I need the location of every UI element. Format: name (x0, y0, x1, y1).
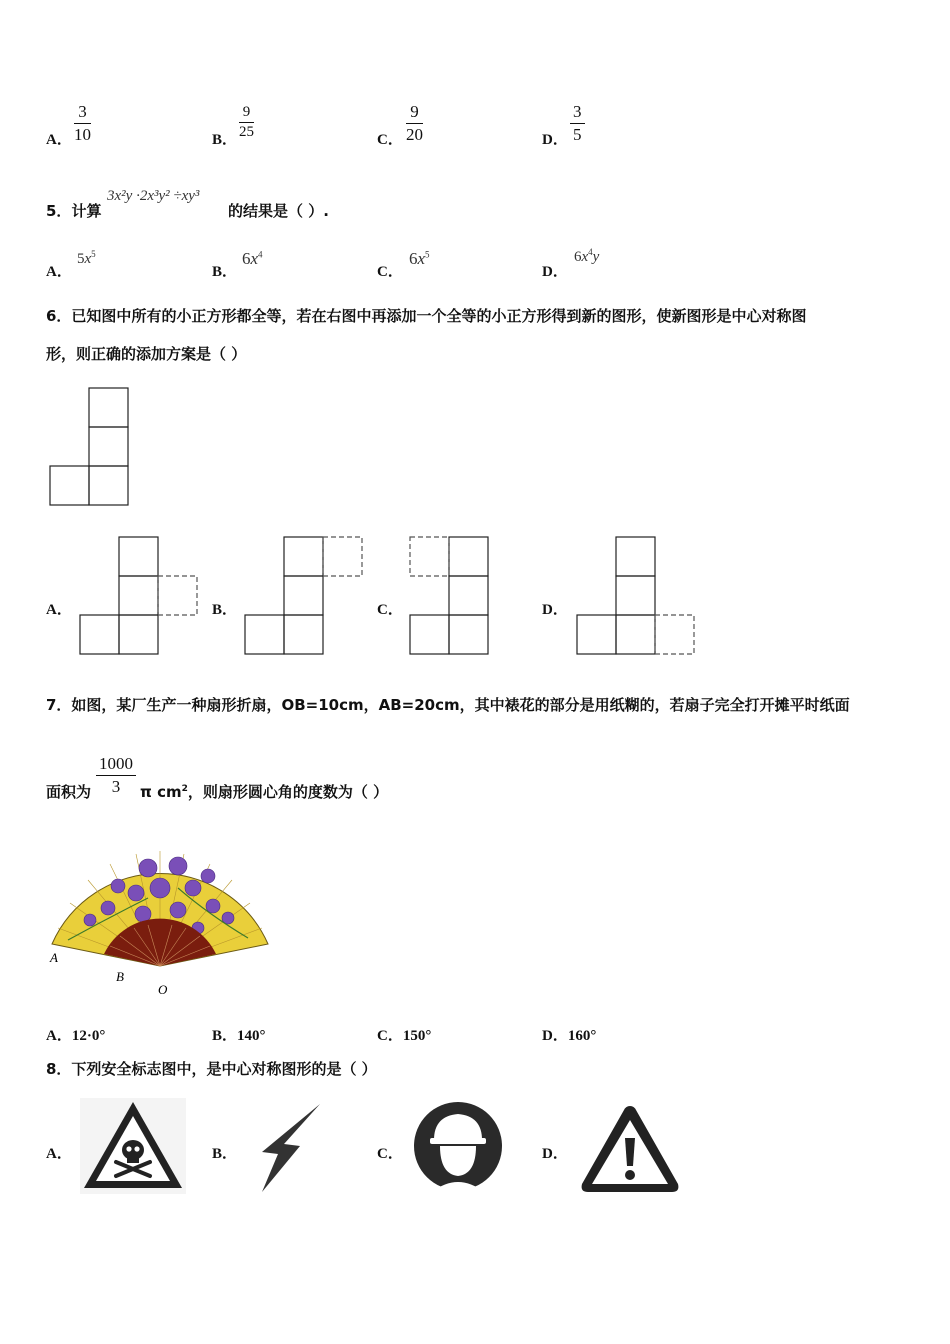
q6-option-b-letter[interactable]: B． (212, 602, 238, 618)
option-letter: D． (542, 264, 568, 280)
q6-option-d-figure[interactable] (575, 536, 697, 658)
question-tail: 的结果是（ ）. (228, 202, 329, 220)
option-expr: $5x^5$ (77, 249, 96, 267)
question-lead: 面积为 (46, 783, 92, 801)
option-letter: D． (542, 132, 568, 148)
toxic-warning-icon[interactable] (80, 1098, 186, 1194)
q6-option-a-figure[interactable] (78, 536, 200, 658)
denominator: 20 (406, 125, 423, 144)
expression: 3x²y ·2x³y² ÷xy³ (107, 188, 200, 204)
q8-option-c-letter[interactable]: C． (377, 1146, 403, 1162)
question-tail: π $cm^2$，则扇形圆心角的度数为（ ） (140, 783, 389, 801)
option-text: C．150° (377, 1028, 432, 1044)
option-letter: C． (377, 264, 403, 280)
denominator: 5 (573, 125, 582, 144)
q6-option-d-letter[interactable]: D． (542, 602, 568, 618)
option-expr: $6x^4$ (242, 249, 263, 268)
fraction (406, 102, 423, 145)
option-text: A．12·0° (46, 1028, 106, 1044)
label-o: O (158, 982, 168, 997)
q6-option-a-letter[interactable]: A． (46, 602, 72, 618)
area-fraction (96, 754, 136, 797)
numerator: 9 (406, 102, 423, 124)
q6-option-c-figure[interactable] (408, 536, 530, 658)
denominator: 3 (111, 777, 121, 796)
fraction (239, 104, 254, 141)
q8-option-d-letter[interactable]: D． (542, 1146, 568, 1162)
option-letter: A． (46, 264, 72, 280)
question-number: 5．计算 (46, 202, 102, 220)
option-letter: A． (46, 132, 72, 148)
lightning-bolt-icon[interactable] (256, 1100, 326, 1196)
option-text: D．160° (542, 1028, 597, 1044)
denominator: 10 (74, 125, 91, 144)
option-expr: $6x^5$ (409, 249, 430, 268)
label-a: A (50, 950, 58, 965)
fraction (570, 102, 585, 145)
hard-hat-icon[interactable] (412, 1100, 504, 1192)
label-b: B (116, 969, 124, 984)
question-text-line2: 形，则正确的添加方案是（ ） (46, 345, 247, 363)
exclamation-warning-icon[interactable] (580, 1104, 680, 1194)
option-letter: C． (377, 132, 403, 148)
folding-fan-figure (48, 848, 272, 998)
question-text-line1: 6．已知图中所有的小正方形都全等，若在右图中再添加一个全等的小正方形得到新的图形，使新图形是中心对称图 (46, 307, 807, 325)
option-expr: $6x^4y$ (574, 247, 600, 265)
q6-option-c-letter[interactable]: C． (377, 602, 403, 618)
numerator: 3 (74, 102, 91, 124)
q8-option-a-letter[interactable]: A． (46, 1146, 72, 1162)
option-text: B．140° (212, 1028, 266, 1044)
option-letter: B． (212, 132, 238, 148)
numerator: 3 (570, 102, 585, 124)
q6-option-b-figure[interactable] (243, 536, 365, 658)
question-8-text: 8．下列安全标志图中，是中心对称图形的是（ ） (46, 1060, 377, 1078)
question-text-line1: 7．如图，某厂生产一种扇形折扇，OB=10cm，AB=20cm，其中裱花的部分是用纸糊的，若扇子完全打开摊平时纸面 (46, 696, 850, 714)
numerator: 1000 (96, 754, 136, 776)
q8-option-b-letter[interactable]: B． (212, 1146, 238, 1162)
q6-base-figure (48, 387, 130, 507)
fraction (74, 102, 91, 145)
denominator: 25 (239, 124, 254, 140)
option-letter: B． (212, 264, 238, 280)
numerator: 9 (239, 104, 254, 123)
